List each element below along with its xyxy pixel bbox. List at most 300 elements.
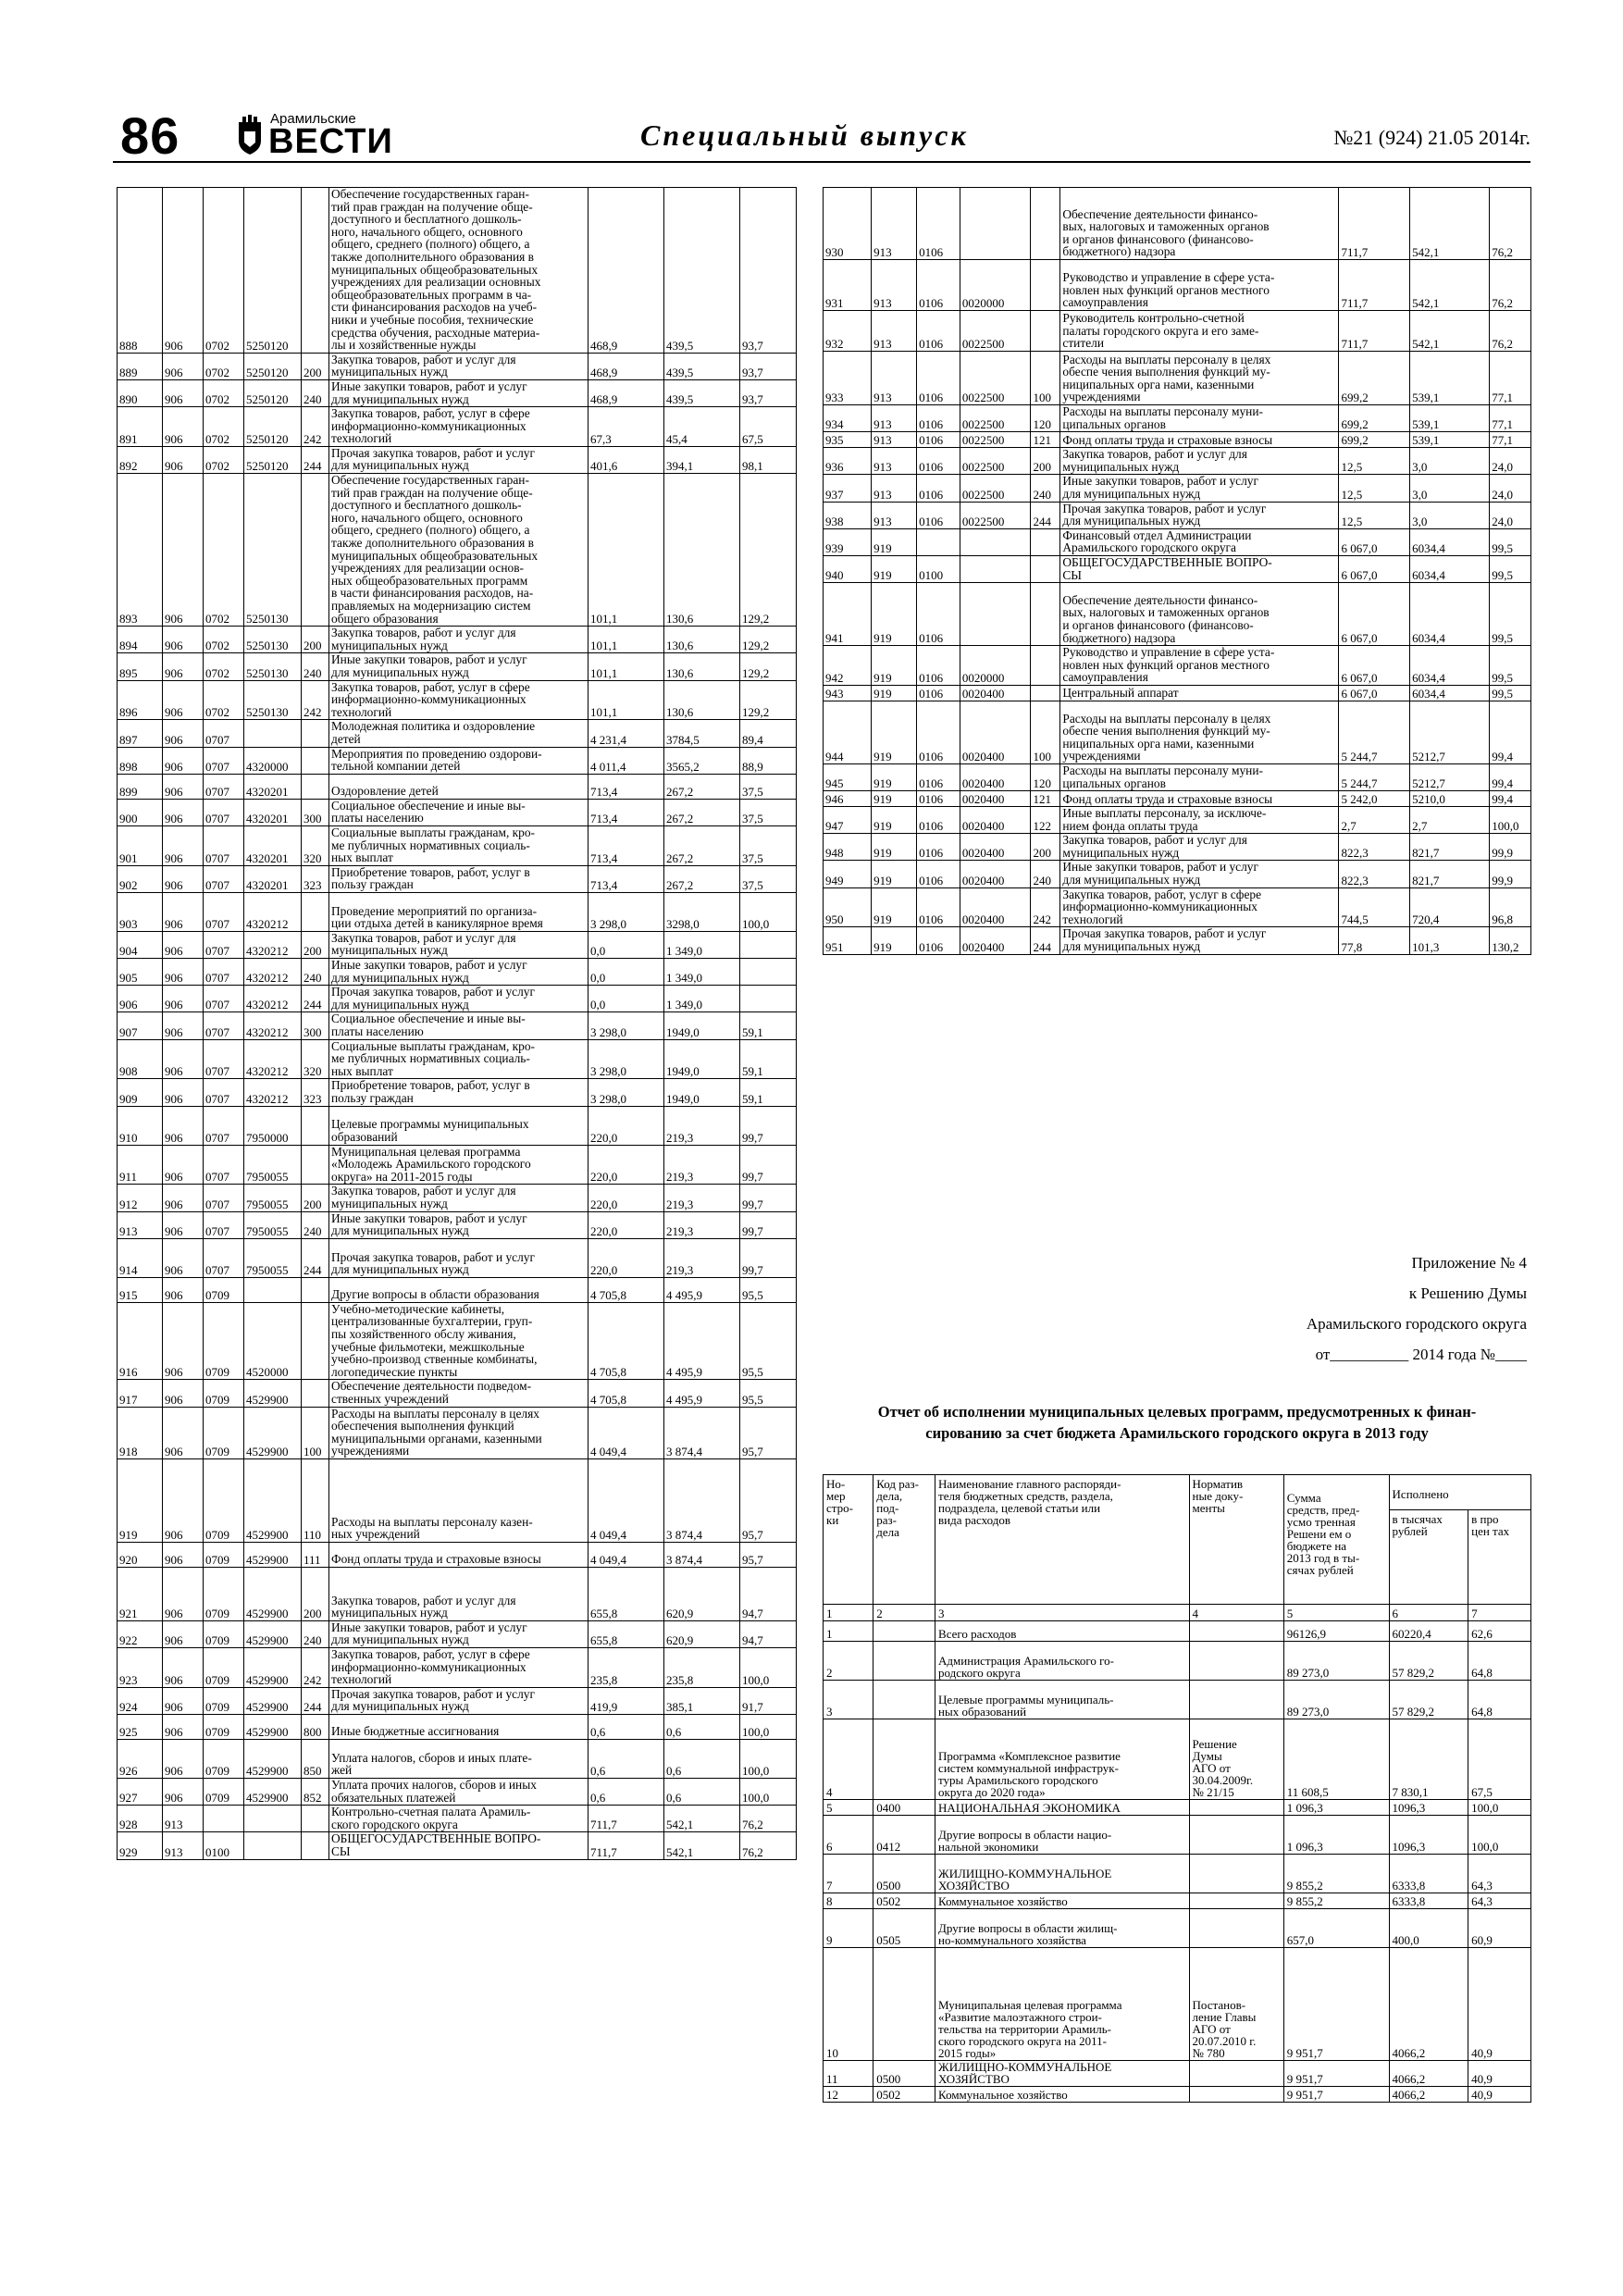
cell-executed-amount: 4 495,9 [664,1277,740,1302]
cell-row-number: 3 [824,1681,873,1719]
cell-expense-type-code: 240 [302,959,329,986]
cell-expense-type-code [1031,583,1060,646]
cell-section-code: 0709 [204,1302,244,1380]
cell-section-code: 0106 [917,583,960,646]
cell-executed-amount: 542,1 [1410,311,1490,352]
cell-owner-code: 906 [163,1185,204,1211]
cell-row-number: 899 [118,774,163,799]
cell-owner-code: 919 [872,583,917,646]
cell-section-code: 0707 [204,799,244,825]
cell-target-article-code: 0020400 [960,791,1031,807]
cell-executed-amount: 219,3 [664,1106,740,1145]
cell-item-description: Прочая закупка товаров, работ и услуг для муниципальных нужд [329,446,588,473]
cell-target-article-code: 4320000 [244,747,302,774]
cell-normative-docs [1189,1681,1283,1719]
table-row [118,774,797,799]
cell-expense-type-code [1031,188,1060,260]
cell-owner-code: 906 [163,1277,204,1302]
cell-owner-code: 913 [872,188,917,260]
cell-executed-percent: 99,5 [1490,555,1531,582]
cell-target-article-code: 4529900 [244,1687,302,1714]
cell-executed-percent: 129,2 [740,474,797,627]
cell-planned-amount: 0,0 [588,959,664,986]
cell-section-code: 0707 [204,865,244,892]
cell-owner-code: 906 [163,1779,204,1806]
cell-row-number: 928 [118,1806,163,1832]
issue-label: Специальный выпуск [640,118,969,152]
cell-row-number: 926 [118,1740,163,1779]
cell-owner-code: 906 [163,1302,204,1380]
cell-expense-type-code [1031,311,1060,352]
cell-expense-type-code: 240 [302,1211,329,1238]
column-number: 7 [1468,1605,1531,1621]
cell-executed-amount: 542,1 [1410,260,1490,311]
cell-executed-percent: 99,9 [1490,861,1531,887]
cell-expense-type-code: 200 [302,627,329,653]
cell-owner-code: 906 [163,1145,204,1185]
cell-item-description: Социальное обеспечение и иные вы- платы населению [329,799,588,825]
cell-planned-amount: 468,9 [588,379,664,406]
cell-owner-code: 919 [872,555,917,582]
cell-item-description: Социальное обеспечение и иные вы- платы населению [329,1012,588,1039]
cell-owner-code: 919 [872,763,917,790]
cell-section-code: 0702 [204,474,244,627]
cell-target-article-code: 0020400 [960,685,1031,701]
cell-row-number: 906 [118,986,163,1012]
cell-executed-percent: 100,0 [740,892,797,931]
cell-target-article-code: 5250130 [244,653,302,680]
cell-name: Целевые программы муниципаль- ных образований [935,1681,1189,1719]
cell-section-code: 0709 [204,1567,244,1620]
cell-owner-code: 906 [163,959,204,986]
cell-expense-type-code: 240 [302,1620,329,1647]
table-row [118,1039,797,1079]
cell-expense-type-code: 244 [302,986,329,1012]
cell-item-description: Прочая закупка товаров, работ и услуг для муниципальных нужд [329,1687,588,1714]
cell-executed-percent: 95,5 [740,1302,797,1380]
cell-name: ЖИЛИЩНО-КОММУНАЛЬНОЕ ХОЗЯЙСТВО [935,1855,1189,1893]
cell-owner-code: 913 [872,475,917,502]
table-row [118,1648,797,1688]
cell-target-article-code: 5250120 [244,353,302,379]
cell-executed-percent: 99,7 [740,1145,797,1185]
cell-section-code: 0106 [917,834,960,861]
cell-section-code: 0106 [917,763,960,790]
cell-planned-amount: 468,9 [588,353,664,379]
cell-owner-code: 913 [872,502,917,528]
table-row [118,1740,797,1779]
cell-target-article-code [244,1277,302,1302]
table-row [118,720,797,747]
cell-executed-amount: 439,5 [664,188,740,354]
table-row [824,834,1531,861]
cell-section-code: 0502 [873,2087,935,2103]
cell-item-description: Закупка товаров, работ, услуг в сфере информационно-коммуникационных технологий [329,1648,588,1688]
cell-row-number: 4 [824,1719,873,1800]
cell-row-number: 935 [824,432,872,448]
cell-executed-amount: 720,4 [1410,887,1490,927]
table-row [118,1715,797,1740]
program-row [824,1621,1531,1642]
cell-item-description: Фонд оплаты труда и страховые взносы [1060,432,1339,448]
cell-target-article-code: 0020400 [960,861,1031,887]
cell-item-description: Иные закупки товаров, работ и услуг для муниципальных нужд [1060,861,1339,887]
cell-section-code: 0106 [917,927,960,954]
cell-target-article-code: 4320201 [244,774,302,799]
cell-row-number: 907 [118,1012,163,1039]
cell-executed-percent: 67,5 [740,407,797,447]
cell-section-code: 0106 [917,791,960,807]
cell-row-number: 888 [118,188,163,354]
cell-executed-percent: 77,1 [1490,352,1531,405]
cell-target-article-code: 0022500 [960,405,1031,432]
cell-expense-type-code: 121 [1031,432,1060,448]
cell-expense-type-code [302,774,329,799]
cell-item-description: ОБЩЕГОСУДАРСТВЕННЫЕ ВОПРО- СЫ [1060,555,1339,582]
cell-owner-code: 906 [163,720,204,747]
cell-planned-amount: 6 067,0 [1339,685,1410,701]
cell-row-number: 10 [824,1948,873,2061]
cell-row-number: 901 [118,825,163,865]
cell-expense-type-code: 323 [302,865,329,892]
column-number: 5 [1283,1605,1389,1621]
cell-section-code: 0702 [204,627,244,653]
cell-target-article-code: 5250120 [244,379,302,406]
cell-owner-code: 919 [872,528,917,555]
cell-item-description: Расходы на выплаты персоналу в целях обеспечения выполнения функций муниципальными органами, казенными учреждениями [329,1407,588,1458]
cell-item-description: Закупка товаров, работ и услуг для муниципальных нужд [1060,834,1339,861]
cell-executed-percent: 100,0 [740,1740,797,1779]
cell-planned-amount: 4 705,8 [588,1380,664,1407]
cell-expense-type-code: 200 [302,1185,329,1211]
cell-expense-type-code: 242 [302,680,329,720]
cell-target-article-code [960,583,1031,646]
logo-small-text: Арамильские [270,111,356,127]
cell-section-code [873,1621,935,1642]
cell-planned-amount: 655,8 [588,1567,664,1620]
cell-row-number: 927 [118,1779,163,1806]
cell-planned-amount: 3 298,0 [588,1079,664,1106]
cell-target-article-code: 0020000 [960,260,1031,311]
cell-target-article-code: 4529900 [244,1380,302,1407]
cell-section-code: 0709 [204,1779,244,1806]
cell-expense-type-code [1031,555,1060,582]
cell-target-article-code: 5250120 [244,407,302,447]
cell-row-number: 939 [824,528,872,555]
cell-executed-thousands: 400,0 [1389,1909,1468,1948]
cell-planned-amount: 713,4 [588,799,664,825]
cell-planned-sum: 9 951,7 [1283,2061,1389,2087]
cell-item-description: Закупка товаров, работ и услуг для муниципальных нужд [329,353,588,379]
cell-executed-percent: 24,0 [1490,502,1531,528]
table-row [118,1620,797,1647]
cell-owner-code: 919 [872,807,917,834]
cell-section-code [917,528,960,555]
cell-executed-amount: 3298,0 [664,892,740,931]
cell-executed-percent: 96,8 [1490,887,1531,927]
cell-target-article-code: 4320212 [244,1079,302,1106]
appendix-line: к Решению Думы [1408,1285,1527,1302]
cell-row-number: 892 [118,446,163,473]
cell-row-number: 895 [118,653,163,680]
cell-executed-amount: 235,8 [664,1648,740,1688]
cell-section-code: 0707 [204,825,244,865]
program-row [824,2087,1531,2103]
cell-section-code [204,1806,244,1832]
cell-owner-code: 906 [163,986,204,1012]
cell-executed-percent: 130,2 [1490,927,1531,954]
cell-section-code: 0707 [204,1039,244,1079]
cell-executed-percent: 99,5 [1490,685,1531,701]
cell-owner-code: 906 [163,1458,204,1542]
cell-owner-code: 906 [163,1211,204,1238]
cell-executed-percent: 99,7 [740,1106,797,1145]
cell-target-article-code: 5250130 [244,627,302,653]
cell-target-article-code: 0022500 [960,311,1031,352]
cell-executed-percent: 98,1 [740,446,797,473]
cell-executed-percent: 76,2 [1490,188,1531,260]
program-row [824,2061,1531,2087]
table-row [118,407,797,447]
head-executed: Исполнено [1389,1475,1530,1510]
page-header [113,106,1530,165]
cell-row-number: 891 [118,407,163,447]
table-row [824,188,1531,260]
cell-planned-amount: 6 067,0 [1339,583,1410,646]
cell-executed-percent: 95,5 [740,1380,797,1407]
cell-executed-amount: 0,6 [664,1740,740,1779]
cell-owner-code: 906 [163,1687,204,1714]
cell-section-code: 0106 [917,502,960,528]
cell-planned-amount: 468,9 [588,188,664,354]
cell-executed-percent: 76,2 [1490,260,1531,311]
cell-executed-percent: 62,6 [1468,1621,1531,1642]
cell-item-description: Закупка товаров, работ, услуг в сфере информационно-коммуникационных технологий [329,407,588,447]
cell-expense-type-code [302,1806,329,1832]
cell-row-number: 902 [118,865,163,892]
cell-executed-percent: 77,1 [1490,432,1531,448]
cell-item-description: Учебно-методические кабинеты, централизованные бухгалтерии, груп- пы хозяйственного обслу живания, учебные фильмотеки, межшкольные учебно-производ ственные комбинаты, логопедические пункты [329,1302,588,1380]
table-row [118,379,797,406]
cell-expense-type-code: 100 [1031,701,1060,763]
cell-executed-percent: 91,7 [740,1687,797,1714]
cell-normative-docs [1189,1642,1283,1681]
table-row [118,986,797,1012]
cell-item-description: Социальные выплаты гражданам, кро- ме публичных нормативных социаль- ных выплат [329,825,588,865]
cell-planned-amount: 5 244,7 [1339,701,1410,763]
cell-executed-amount: 101,3 [1410,927,1490,954]
program-row [824,1681,1531,1719]
cell-executed-percent [740,931,797,958]
cell-target-article-code: 0022500 [960,432,1031,448]
cell-row-number: 925 [118,1715,163,1740]
cell-executed-amount: 542,1 [664,1806,740,1832]
cell-executed-thousands: 4066,2 [1389,2061,1468,2087]
cell-item-description: Контрольно-счетная палата Арамиль- ского городского округа [329,1806,588,1832]
cell-owner-code: 913 [872,405,917,432]
cell-executed-percent: 99,9 [1490,834,1531,861]
cell-executed-amount: 1949,0 [664,1039,740,1079]
cell-executed-percent: 100,0 [740,1715,797,1740]
cell-row-number: 948 [824,834,872,861]
cell-section-code: 0707 [204,986,244,1012]
cell-item-description: Руководитель контрольно-счетной палаты городского округа и его заме- стители [1060,311,1339,352]
cell-row-number: 941 [824,583,872,646]
cell-item-description: Другие вопросы в области образования [329,1277,588,1302]
cell-target-article-code: 7950055 [244,1145,302,1185]
cell-executed-percent: 100,0 [1490,807,1531,834]
cell-owner-code: 913 [872,448,917,475]
program-row [824,1893,1531,1909]
table-row [824,352,1531,405]
cell-owner-code: 906 [163,825,204,865]
cell-executed-percent: 99,5 [1490,646,1531,686]
cell-executed-amount: 267,2 [664,774,740,799]
cell-item-description: Расходы на выплаты персоналу в целях обеспе чения выполнения функций му- ниципальных орга нами, казенными учреждениями [1060,352,1339,405]
cell-executed-thousands: 57 829,2 [1389,1642,1468,1681]
cell-planned-amount: 12,5 [1339,475,1410,502]
cell-owner-code: 906 [163,865,204,892]
cell-executed-amount: 539,1 [1410,432,1490,448]
cell-executed-amount: 5212,7 [1410,701,1490,763]
cell-section-code: 0505 [873,1909,935,1948]
cell-section-code: 0709 [204,1458,244,1542]
cell-row-number: 951 [824,927,872,954]
cell-row-number: 905 [118,959,163,986]
cell-row-number: 12 [824,2087,873,2103]
cell-row-number: 937 [824,475,872,502]
cell-executed-amount: 219,3 [664,1185,740,1211]
cell-row-number: 898 [118,747,163,774]
cell-executed-percent: 59,1 [740,1039,797,1079]
cell-section-code: 0709 [204,1380,244,1407]
cell-executed-percent: 37,5 [740,865,797,892]
cell-executed-amount: 45,4 [664,407,740,447]
cell-target-article-code: 0020400 [960,887,1031,927]
program-row [824,1642,1531,1681]
table-row [118,865,797,892]
cell-section-code: 0707 [204,747,244,774]
cell-executed-thousands: 57 829,2 [1389,1681,1468,1719]
cell-owner-code: 906 [163,1079,204,1106]
cell-executed-percent: 100,0 [740,1648,797,1688]
cell-expense-type-code: 244 [1031,927,1060,954]
cell-executed-percent: 64,3 [1468,1855,1531,1893]
cell-planned-amount: 12,5 [1339,502,1410,528]
cell-executed-amount: 1 349,0 [664,959,740,986]
cell-owner-code: 906 [163,446,204,473]
cell-planned-amount: 711,7 [1339,188,1410,260]
cell-planned-amount: 220,0 [588,1145,664,1185]
cell-planned-amount: 101,1 [588,680,664,720]
cell-executed-amount: 394,1 [664,446,740,473]
cell-section-code: 0702 [204,407,244,447]
cell-target-article-code: 4320212 [244,959,302,986]
table-row [118,931,797,958]
cell-executed-percent: 95,5 [740,1277,797,1302]
cell-planned-amount: 699,2 [1339,432,1410,448]
cell-executed-amount: 5210,0 [1410,791,1490,807]
cell-executed-percent: 99,4 [1490,763,1531,790]
cell-planned-amount: 0,6 [588,1740,664,1779]
cell-row-number: 942 [824,646,872,686]
cell-section-code: 0707 [204,1145,244,1185]
table-row [118,799,797,825]
cell-item-description: Прочая закупка товаров, работ и услуг для муниципальных нужд [329,1238,588,1277]
cell-row-number: 917 [118,1380,163,1407]
cell-expense-type-code [1031,260,1060,311]
table-row [824,528,1531,555]
cell-section-code: 0106 [917,475,960,502]
table-row [824,685,1531,701]
cell-expense-type-code: 111 [302,1542,329,1567]
issue-date: №21 (924) 21.05 2014г. [1333,126,1530,149]
cell-section-code: 0106 [917,311,960,352]
cell-target-article-code: 5250130 [244,474,302,627]
cell-executed-percent: 99,5 [1490,583,1531,646]
cell-target-article-code: 0020400 [960,807,1031,834]
table-row [824,475,1531,502]
cell-item-description: Обеспечение государственных гаран- тий прав граждан на получение обще- доступного и бесплатного дошколь- ного, начального общего, основного общего, среднего (полного) общего, а также дополнительного образования в муниципальных общеобразовательных учреждениях для реализации основ- ных общеобразовательных программ в части финансирования расходов, на- правляемых на модернизацию систем общего образования [329,474,588,627]
column-number: 1 [824,1605,873,1621]
table-row [118,1012,797,1039]
cell-owner-code: 919 [872,701,917,763]
cell-executed-percent: 95,7 [740,1458,797,1542]
newspaper-logo [237,109,514,163]
cell-expense-type-code: 244 [302,1238,329,1277]
cell-owner-code: 906 [163,747,204,774]
cell-executed-percent: 59,1 [740,1012,797,1039]
cell-planned-amount: 711,7 [588,1806,664,1832]
cell-target-article-code: 0022500 [960,502,1031,528]
cell-executed-amount: 267,2 [664,825,740,865]
cell-item-description: Муниципальная целевая программа «Молодежь Арамильского городского округа» на 2011-2015 годы [329,1145,588,1185]
cell-item-description: Фонд оплаты труда и страховые взносы [1060,791,1339,807]
cell-target-article-code: 4529900 [244,1648,302,1688]
cell-item-description: Руководство и управление в сфере уста- новлен ных функций органов местного самоуправления [1060,646,1339,686]
table-row [118,747,797,774]
cell-section-code: 0707 [204,1079,244,1106]
cell-executed-amount: 3 874,4 [664,1542,740,1567]
cell-expense-type-code: 850 [302,1740,329,1779]
cell-planned-amount: 5 242,0 [1339,791,1410,807]
cell-section-code: 0702 [204,379,244,406]
cell-expense-type-code: 242 [1031,887,1060,927]
cell-planned-amount: 3 298,0 [588,892,664,931]
cell-owner-code: 913 [163,1806,204,1832]
cell-executed-percent: 40,9 [1468,2061,1531,2087]
cell-executed-amount: 130,6 [664,627,740,653]
cell-section-code: 0106 [917,352,960,405]
cell-planned-amount: 6 067,0 [1339,646,1410,686]
cell-target-article-code: 7950055 [244,1185,302,1211]
cell-target-article-code: 0022500 [960,475,1031,502]
cell-owner-code: 913 [872,311,917,352]
table-row [824,448,1531,475]
cell-target-article-code: 4320212 [244,931,302,958]
cell-item-description: Иные закупки товаров, работ и услуг для муниципальных нужд [329,959,588,986]
cell-target-article-code: 4529900 [244,1567,302,1620]
cell-owner-code: 919 [872,834,917,861]
cell-executed-percent: 100,0 [1468,1816,1531,1855]
cell-section-code: 0702 [204,653,244,680]
cell-expense-type-code [302,1380,329,1407]
cell-section-code: 0707 [204,892,244,931]
cell-planned-amount: 101,1 [588,627,664,653]
cell-owner-code: 906 [163,799,204,825]
cell-planned-amount: 699,2 [1339,352,1410,405]
cell-executed-amount: 821,7 [1410,834,1490,861]
